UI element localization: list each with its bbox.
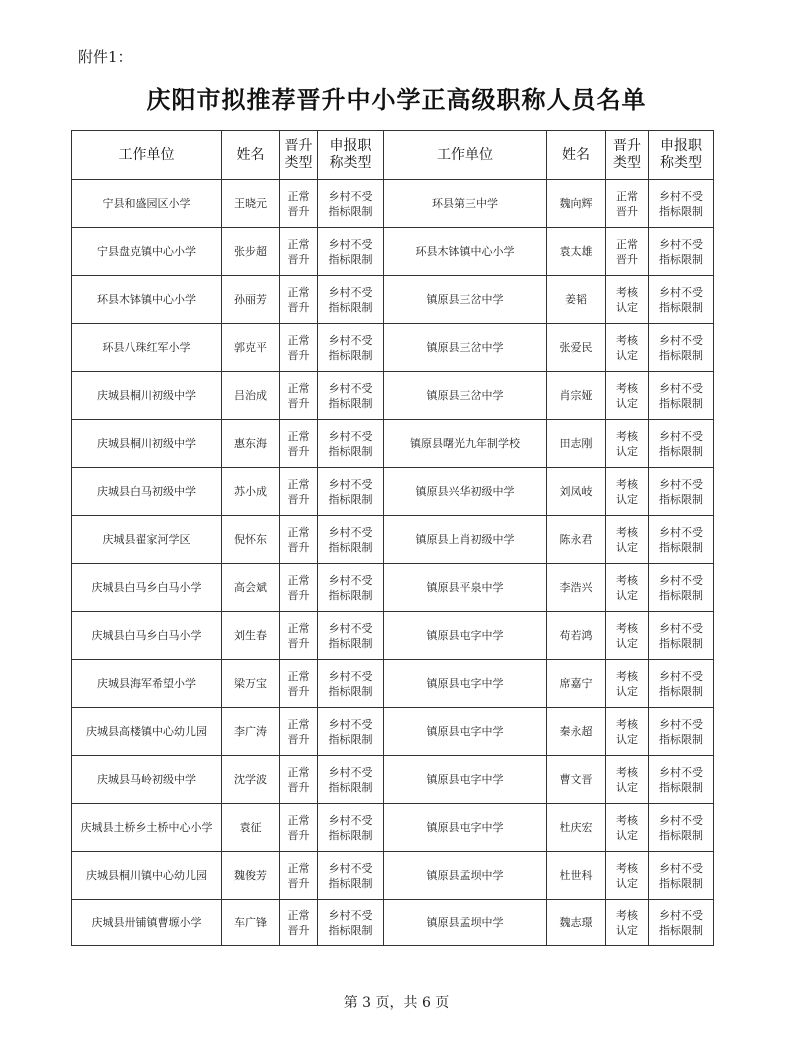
right-name-cell xyxy=(547,180,606,228)
right-name-cell xyxy=(547,708,606,756)
right-title-type-cell-text: 乡村不受指标限制 xyxy=(658,381,703,410)
right-title-type-cell-text: 乡村不受指标限制 xyxy=(658,861,703,890)
right-promo-cell xyxy=(606,660,649,708)
left-promo-cell-text: 正常晋升 xyxy=(287,477,310,506)
right-name-cell-text: 袁太雄 xyxy=(559,245,593,258)
right-name-cell-text: 苟若鸿 xyxy=(559,629,593,642)
left-promo-cell xyxy=(280,420,318,468)
left-unit-cell xyxy=(72,276,222,324)
left-title-type-cell-text: 乡村不受指标限制 xyxy=(328,573,373,602)
right-title-type-cell-text: 乡村不受指标限制 xyxy=(658,285,703,314)
right-promo-cell xyxy=(606,180,649,228)
right-title-type-cell-text: 乡村不受指标限制 xyxy=(658,573,703,602)
right-name-cell xyxy=(547,516,606,564)
left-promo-cell-text: 正常晋升 xyxy=(287,861,310,890)
right-promo-cell xyxy=(606,372,649,420)
left-name-cell-text: 苏小成 xyxy=(234,485,267,498)
document-title: 庆阳市拟推荐晋升中小学正高级职称人员名单 xyxy=(146,85,647,114)
right-promo-cell-text: 考核认定 xyxy=(616,477,638,506)
table-row xyxy=(72,180,714,228)
right-title-type-cell-text: 乡村不受指标限制 xyxy=(658,189,703,218)
right-unit-cell-text: 镇原县屯字中学 xyxy=(426,821,504,834)
left-title-type-cell-text: 乡村不受指标限制 xyxy=(328,237,373,266)
header-promo-right xyxy=(606,131,649,180)
left-name-cell xyxy=(222,756,280,804)
right-unit-cell xyxy=(384,324,547,372)
right-title-type-cell-text: 乡村不受指标限制 xyxy=(658,717,703,746)
left-title-type-cell-text: 乡村不受指标限制 xyxy=(328,669,373,698)
header-promo-left xyxy=(280,131,318,180)
right-name-cell-text: 秦永超 xyxy=(559,725,593,738)
right-name-cell xyxy=(547,612,606,660)
table-row xyxy=(72,708,714,756)
right-promo-cell xyxy=(606,756,649,804)
left-title-type-cell xyxy=(318,564,384,612)
left-title-type-cell-text: 乡村不受指标限制 xyxy=(328,381,373,410)
left-unit-cell-text: 庆城县白马乡白马小学 xyxy=(91,629,202,642)
left-promo-cell xyxy=(280,852,318,900)
header-title-type-right-text: 申报职称类型 xyxy=(660,138,702,171)
left-name-cell-text: 王晓元 xyxy=(234,197,267,210)
right-title-type-cell-text: 乡村不受指标限制 xyxy=(658,525,703,554)
left-title-type-cell-text: 乡村不受指标限制 xyxy=(328,285,373,314)
right-title-type-cell-text: 乡村不受指标限制 xyxy=(658,813,703,842)
left-unit-cell xyxy=(72,756,222,804)
right-promo-cell-text: 考核认定 xyxy=(616,765,638,794)
left-unit-cell-text: 庆城县马岭初级中学 xyxy=(97,773,196,786)
right-name-cell xyxy=(547,324,606,372)
left-name-cell xyxy=(222,708,280,756)
right-promo-cell xyxy=(606,324,649,372)
header-title-type-left-text: 申报职称类型 xyxy=(329,138,372,171)
right-unit-cell-text: 环县木钵镇中心小学 xyxy=(415,245,515,258)
left-title-type-cell xyxy=(318,660,384,708)
right-name-cell-text: 魏志璟 xyxy=(559,916,593,929)
left-name-cell-text: 郭克平 xyxy=(234,341,267,354)
right-unit-cell xyxy=(384,276,547,324)
left-unit-cell xyxy=(72,612,222,660)
left-name-cell-text: 袁征 xyxy=(239,821,262,834)
left-promo-cell xyxy=(280,708,318,756)
left-title-type-cell xyxy=(318,708,384,756)
left-promo-cell-text: 正常晋升 xyxy=(287,333,310,362)
left-title-type-cell-text: 乡村不受指标限制 xyxy=(328,861,373,890)
table-row xyxy=(72,756,714,804)
left-name-cell-text: 张步超 xyxy=(234,245,267,258)
right-name-cell-text: 刘凤岐 xyxy=(559,485,593,498)
table-row xyxy=(72,228,714,276)
right-unit-cell xyxy=(384,660,547,708)
right-unit-cell xyxy=(384,468,547,516)
right-unit-cell xyxy=(384,180,547,228)
left-name-cell-text: 梁万宝 xyxy=(234,677,267,690)
left-title-type-cell xyxy=(318,852,384,900)
left-title-type-cell xyxy=(318,900,384,946)
right-name-cell-text: 曹文晋 xyxy=(559,773,593,786)
left-name-cell xyxy=(222,372,280,420)
left-name-cell xyxy=(222,852,280,900)
right-promo-cell xyxy=(606,276,649,324)
left-unit-cell xyxy=(72,852,222,900)
right-unit-cell-text: 镇原县兴华初级中学 xyxy=(415,485,515,498)
left-unit-cell xyxy=(72,324,222,372)
right-unit-cell-text: 镇原县三岔中学 xyxy=(426,341,504,354)
left-promo-cell-text: 正常晋升 xyxy=(287,429,310,458)
right-unit-cell xyxy=(384,516,547,564)
left-unit-cell-text: 环县八珠红军小学 xyxy=(102,341,191,354)
left-unit-cell-text: 庆城县桐川初级中学 xyxy=(97,389,196,402)
left-name-cell-text: 惠东海 xyxy=(234,437,267,450)
right-promo-cell xyxy=(606,228,649,276)
right-promo-cell xyxy=(606,804,649,852)
right-unit-cell xyxy=(384,372,547,420)
left-promo-cell xyxy=(280,180,318,228)
left-title-type-cell xyxy=(318,180,384,228)
right-unit-cell-text: 镇原县屯字中学 xyxy=(426,629,504,642)
right-title-type-cell xyxy=(649,852,714,900)
attachment-label: 附件1： xyxy=(78,48,133,66)
right-promo-cell-text: 考核认定 xyxy=(616,908,638,937)
right-promo-cell-text: 考核认定 xyxy=(616,621,638,650)
left-name-cell xyxy=(222,468,280,516)
right-promo-cell xyxy=(606,420,649,468)
right-name-cell-text: 魏向辉 xyxy=(559,197,593,210)
left-unit-cell-text: 庆城县卅铺镇曹塬小学 xyxy=(91,916,202,929)
right-name-cell xyxy=(547,228,606,276)
left-title-type-cell-text: 乡村不受指标限制 xyxy=(328,765,373,794)
right-name-cell-text: 杜世科 xyxy=(559,869,593,882)
left-unit-cell xyxy=(72,228,222,276)
left-promo-cell xyxy=(280,468,318,516)
left-unit-cell-text: 环县木钵镇中心小学 xyxy=(97,293,196,306)
right-unit-cell xyxy=(384,420,547,468)
table-row xyxy=(72,900,714,946)
right-unit-cell-text: 镇原县平泉中学 xyxy=(426,581,504,594)
left-promo-cell xyxy=(280,804,318,852)
header-unit-left: 工作单位 xyxy=(72,131,222,180)
left-promo-cell xyxy=(280,756,318,804)
left-unit-cell-text: 庆城县桐川镇中心幼儿园 xyxy=(86,869,207,882)
right-title-type-cell xyxy=(649,324,714,372)
left-promo-cell-text: 正常晋升 xyxy=(287,621,310,650)
left-name-cell-text: 高会斌 xyxy=(234,581,267,594)
roster-body xyxy=(72,180,714,946)
header-promo-left-text: 晋升类型 xyxy=(284,138,313,171)
right-promo-cell-text: 考核认定 xyxy=(616,381,638,410)
right-promo-cell xyxy=(606,708,649,756)
table-row xyxy=(72,324,714,372)
right-title-type-cell xyxy=(649,516,714,564)
right-name-cell-text: 肖宗娅 xyxy=(559,389,593,402)
right-promo-cell-text: 考核认定 xyxy=(616,717,638,746)
left-promo-cell-text: 正常晋升 xyxy=(287,908,310,937)
right-title-type-cell xyxy=(649,612,714,660)
right-name-cell xyxy=(547,564,606,612)
left-title-type-cell xyxy=(318,420,384,468)
right-title-type-cell xyxy=(649,756,714,804)
right-name-cell-text: 田志刚 xyxy=(559,437,593,450)
right-title-type-cell xyxy=(649,228,714,276)
right-title-type-cell-text: 乡村不受指标限制 xyxy=(658,621,703,650)
left-unit-cell-text: 庆城县海军希望小学 xyxy=(97,677,196,690)
left-title-type-cell xyxy=(318,516,384,564)
right-title-type-cell-text: 乡村不受指标限制 xyxy=(658,429,703,458)
left-promo-cell-text: 正常晋升 xyxy=(287,573,310,602)
left-name-cell xyxy=(222,564,280,612)
left-promo-cell-text: 正常晋升 xyxy=(287,813,310,842)
right-promo-cell-text: 考核认定 xyxy=(616,573,638,602)
right-unit-cell xyxy=(384,612,547,660)
left-unit-cell xyxy=(72,180,222,228)
left-name-cell-text: 车广锋 xyxy=(234,916,267,929)
left-unit-cell-text: 庆城县高楼镇中心幼儿园 xyxy=(86,725,207,738)
right-promo-cell xyxy=(606,468,649,516)
right-name-cell xyxy=(547,276,606,324)
roster-table xyxy=(71,130,714,946)
left-promo-cell-text: 正常晋升 xyxy=(287,237,310,266)
left-name-cell-text: 吕治成 xyxy=(234,389,267,402)
header-row xyxy=(72,131,714,180)
right-title-type-cell xyxy=(649,276,714,324)
left-name-cell-text: 魏俊芳 xyxy=(234,869,267,882)
left-title-type-cell xyxy=(318,372,384,420)
left-title-type-cell xyxy=(318,804,384,852)
left-promo-cell-text: 正常晋升 xyxy=(287,669,310,698)
left-promo-cell xyxy=(280,564,318,612)
right-title-type-cell-text: 乡村不受指标限制 xyxy=(658,908,703,937)
right-unit-cell xyxy=(384,228,547,276)
right-name-cell xyxy=(547,468,606,516)
right-promo-cell-text: 正常晋升 xyxy=(616,189,638,218)
left-unit-cell-text: 庆城县桐川初级中学 xyxy=(97,437,196,450)
right-promo-cell-text: 考核认定 xyxy=(616,429,638,458)
right-promo-cell-text: 考核认定 xyxy=(616,669,638,698)
right-title-type-cell-text: 乡村不受指标限制 xyxy=(658,237,703,266)
header-name-right: 姓名 xyxy=(547,131,606,180)
right-title-type-cell-text: 乡村不受指标限制 xyxy=(658,669,703,698)
left-title-type-cell xyxy=(318,612,384,660)
right-title-type-cell xyxy=(649,804,714,852)
left-promo-cell-text: 正常晋升 xyxy=(287,525,310,554)
left-title-type-cell-text: 乡村不受指标限制 xyxy=(328,621,373,650)
left-title-type-cell xyxy=(318,324,384,372)
right-name-cell-text: 杜庆宏 xyxy=(559,821,593,834)
table-row xyxy=(72,852,714,900)
right-promo-cell-text: 考核认定 xyxy=(616,861,638,890)
table-row xyxy=(72,660,714,708)
right-unit-cell-text: 环县第三中学 xyxy=(432,197,498,210)
right-name-cell-text: 张爱民 xyxy=(559,341,593,354)
left-name-cell xyxy=(222,276,280,324)
right-title-type-cell xyxy=(649,564,714,612)
left-name-cell xyxy=(222,612,280,660)
left-title-type-cell xyxy=(318,756,384,804)
left-title-type-cell-text: 乡村不受指标限制 xyxy=(328,525,373,554)
left-promo-cell-text: 正常晋升 xyxy=(287,717,310,746)
right-title-type-cell-text: 乡村不受指标限制 xyxy=(658,765,703,794)
left-name-cell xyxy=(222,324,280,372)
right-promo-cell-text: 考核认定 xyxy=(616,813,638,842)
left-title-type-cell-text: 乡村不受指标限制 xyxy=(328,477,373,506)
right-name-cell xyxy=(547,852,606,900)
left-promo-cell xyxy=(280,372,318,420)
right-promo-cell-text: 考核认定 xyxy=(616,333,638,362)
left-title-type-cell-text: 乡村不受指标限制 xyxy=(328,908,373,937)
left-title-type-cell-text: 乡村不受指标限制 xyxy=(328,717,373,746)
table-row xyxy=(72,564,714,612)
left-title-type-cell xyxy=(318,228,384,276)
left-title-type-cell xyxy=(318,468,384,516)
left-name-cell xyxy=(222,900,280,946)
right-name-cell-text: 陈永君 xyxy=(559,533,593,546)
left-promo-cell xyxy=(280,228,318,276)
table-row xyxy=(72,612,714,660)
left-promo-cell-text: 正常晋升 xyxy=(287,285,310,314)
right-unit-cell-text: 镇原县孟坝中学 xyxy=(426,916,504,929)
left-promo-cell xyxy=(280,324,318,372)
table-row xyxy=(72,372,714,420)
left-unit-cell xyxy=(72,468,222,516)
left-name-cell-text: 倪怀东 xyxy=(234,533,267,546)
left-unit-cell xyxy=(72,708,222,756)
right-title-type-cell xyxy=(649,180,714,228)
right-name-cell xyxy=(547,756,606,804)
right-name-cell xyxy=(547,900,606,946)
right-promo-cell xyxy=(606,612,649,660)
right-promo-cell-text: 考核认定 xyxy=(616,285,638,314)
right-title-type-cell xyxy=(649,708,714,756)
left-promo-cell-text: 正常晋升 xyxy=(287,189,310,218)
right-title-type-cell xyxy=(649,660,714,708)
right-promo-cell xyxy=(606,564,649,612)
left-unit-cell xyxy=(72,660,222,708)
right-name-cell-text: 姜韬 xyxy=(565,293,587,306)
left-name-cell xyxy=(222,420,280,468)
right-unit-cell xyxy=(384,564,547,612)
left-unit-cell xyxy=(72,372,222,420)
right-promo-cell-text: 考核认定 xyxy=(616,525,638,554)
left-title-type-cell-text: 乡村不受指标限制 xyxy=(328,813,373,842)
left-name-cell xyxy=(222,804,280,852)
table-row xyxy=(72,420,714,468)
right-title-type-cell xyxy=(649,900,714,946)
left-unit-cell xyxy=(72,900,222,946)
table-row xyxy=(72,276,714,324)
left-unit-cell xyxy=(72,516,222,564)
header-title-type-left xyxy=(318,131,384,180)
left-name-cell-text: 刘生春 xyxy=(234,629,267,642)
left-name-cell-text: 沈学波 xyxy=(234,773,267,786)
table-row xyxy=(72,468,714,516)
right-unit-cell-text: 镇原县屯字中学 xyxy=(426,677,504,690)
right-unit-cell xyxy=(384,852,547,900)
left-promo-cell xyxy=(280,612,318,660)
right-name-cell xyxy=(547,420,606,468)
left-name-cell xyxy=(222,516,280,564)
left-promo-cell-text: 正常晋升 xyxy=(287,765,310,794)
left-title-type-cell-text: 乡村不受指标限制 xyxy=(328,333,373,362)
right-title-type-cell xyxy=(649,420,714,468)
right-name-cell-text: 李浩兴 xyxy=(559,581,593,594)
right-name-cell xyxy=(547,804,606,852)
left-promo-cell xyxy=(280,516,318,564)
header-promo-right-text: 晋升类型 xyxy=(613,138,641,171)
left-unit-cell-text: 庆城县白马初级中学 xyxy=(97,485,196,498)
right-promo-cell xyxy=(606,900,649,946)
right-unit-cell xyxy=(384,900,547,946)
header-name-left: 姓名 xyxy=(222,131,280,180)
right-promo-cell-text: 正常晋升 xyxy=(616,237,638,266)
right-name-cell-text: 席嘉宁 xyxy=(559,677,593,690)
left-title-type-cell-text: 乡村不受指标限制 xyxy=(328,429,373,458)
right-unit-cell xyxy=(384,804,547,852)
right-title-type-cell xyxy=(649,468,714,516)
left-unit-cell xyxy=(72,804,222,852)
left-unit-cell-text: 庆城县土桥乡土桥中心小学 xyxy=(80,821,213,834)
right-name-cell xyxy=(547,660,606,708)
right-unit-cell xyxy=(384,708,547,756)
right-unit-cell-text: 镇原县屯字中学 xyxy=(426,773,504,786)
right-unit-cell-text: 镇原县曙光九年制学校 xyxy=(410,437,520,450)
right-title-type-cell xyxy=(649,372,714,420)
right-title-type-cell-text: 乡村不受指标限制 xyxy=(658,333,703,362)
right-unit-cell-text: 镇原县上肖初级中学 xyxy=(415,533,515,546)
header-unit-right: 工作单位 xyxy=(384,131,547,180)
right-unit-cell-text: 镇原县孟坝中学 xyxy=(426,869,504,882)
left-unit-cell xyxy=(72,420,222,468)
left-unit-cell-text: 宁县盘克镇中心小学 xyxy=(97,245,196,258)
left-unit-cell xyxy=(72,564,222,612)
right-unit-cell xyxy=(384,756,547,804)
left-unit-cell-text: 宁县和盛园区小学 xyxy=(102,197,191,210)
right-name-cell xyxy=(547,372,606,420)
right-title-type-cell-text: 乡村不受指标限制 xyxy=(658,477,703,506)
left-name-cell xyxy=(222,228,280,276)
left-title-type-cell-text: 乡村不受指标限制 xyxy=(328,189,373,218)
left-unit-cell-text: 庆城县翟家河学区 xyxy=(102,533,191,546)
left-name-cell-text: 李广涛 xyxy=(234,725,267,738)
left-name-cell xyxy=(222,180,280,228)
left-promo-cell xyxy=(280,276,318,324)
right-unit-cell-text: 镇原县三岔中学 xyxy=(426,293,504,306)
right-promo-cell xyxy=(606,852,649,900)
left-promo-cell-text: 正常晋升 xyxy=(287,381,310,410)
page-footer: 第 3 页，共 6 页 xyxy=(343,995,450,1011)
left-promo-cell xyxy=(280,900,318,946)
table-row xyxy=(72,804,714,852)
table-row xyxy=(72,516,714,564)
left-title-type-cell xyxy=(318,276,384,324)
left-promo-cell xyxy=(280,660,318,708)
right-unit-cell-text: 镇原县三岔中学 xyxy=(426,389,504,402)
right-unit-cell-text: 镇原县屯字中学 xyxy=(426,725,504,738)
header-title-type-right xyxy=(649,131,714,180)
left-name-cell-text: 孙丽芳 xyxy=(234,293,267,306)
left-unit-cell-text: 庆城县白马乡白马小学 xyxy=(91,581,202,594)
right-promo-cell xyxy=(606,516,649,564)
left-name-cell xyxy=(222,660,280,708)
